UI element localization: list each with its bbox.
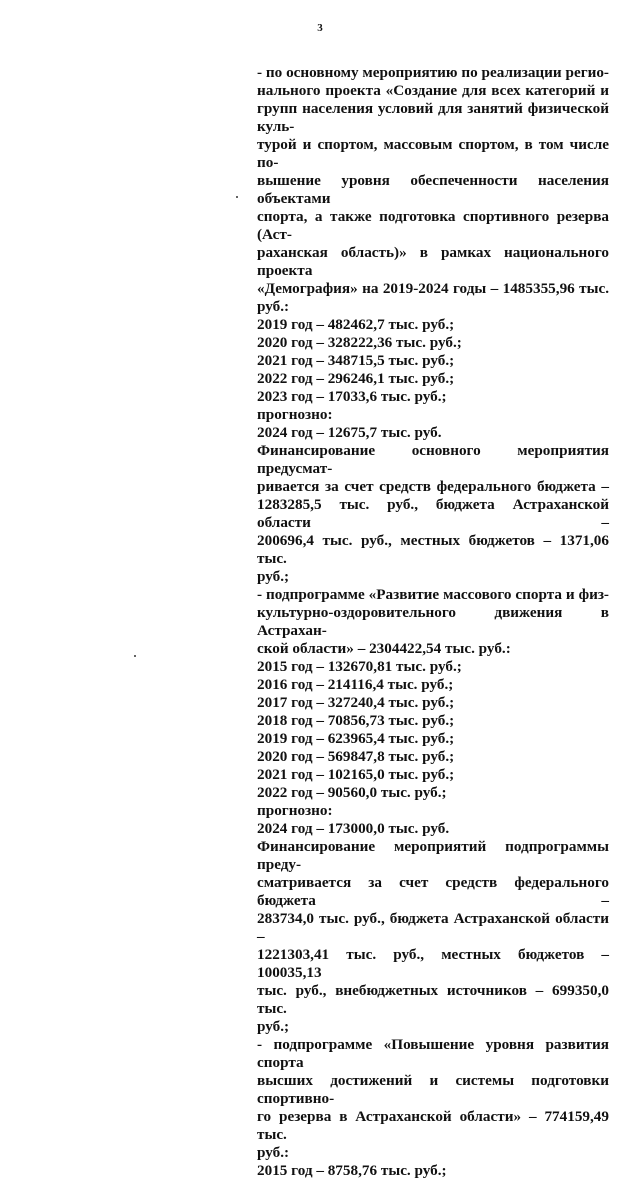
text-line: 2017 год – 327240,4 тыс. руб.; bbox=[257, 694, 455, 711]
text-line: руб.; bbox=[257, 1018, 290, 1035]
text-line: 2016 год – 214116,4 тыс. руб.; bbox=[257, 676, 454, 693]
text-line: групп населения условий для занятий физической куль- bbox=[257, 100, 609, 135]
text-line: 2022 год – 90560,0 тыс. руб.; bbox=[257, 784, 447, 801]
text-line: 2021 год – 348715,5 тыс. руб.; bbox=[257, 352, 455, 369]
text-line: 2015 год – 132670,81 тыс. руб.; bbox=[257, 658, 462, 675]
text-line: турой и спортом, массовым спортом, в том числе по- bbox=[257, 136, 609, 171]
text-line: культурно-оздоровительного движения в Астрахан- bbox=[257, 604, 609, 639]
document-body bbox=[257, 64, 609, 1180]
text-line: руб.: bbox=[257, 298, 290, 315]
text-line: прогнозно: bbox=[257, 802, 333, 819]
text-line: высших достижений и системы подготовки спортивно- bbox=[257, 1072, 609, 1107]
text-line: 2019 год – 623965,4 тыс. руб.; bbox=[257, 730, 455, 747]
text-line: вышение уровня обеспеченности населения объектами bbox=[257, 172, 609, 207]
text-line: 1221303,41 тыс. руб., местных бюджетов – 100035,13 bbox=[257, 946, 609, 981]
text-line: тыс. руб., внебюджетных источников – 699350,0 тыс. bbox=[257, 982, 609, 1017]
text-line: 1283285,5 тыс. руб., бюджета Астраханской области – bbox=[257, 496, 609, 531]
text-line: 2021 год – 102165,0 тыс. руб.; bbox=[257, 766, 455, 783]
text-line: - подпрограмме «Развитие массового спорта и физ- bbox=[257, 586, 609, 603]
text-line: руб.; bbox=[257, 568, 290, 585]
text-line: 2024 год – 12675,7 тыс. руб. bbox=[257, 424, 442, 441]
text-line: 283734,0 тыс. руб., бюджета Астраханской области – bbox=[257, 910, 609, 945]
text-line: Финансирование основного мероприятия предусмат- bbox=[257, 442, 609, 477]
text-line: нального проекта «Создание для всех категорий и bbox=[257, 82, 609, 99]
text-line: го резерва в Астраханской области» – 774159,49 тыс. bbox=[257, 1108, 609, 1143]
text-line: прогнозно: bbox=[257, 406, 333, 423]
text-line: 2020 год – 569847,8 тыс. руб.; bbox=[257, 748, 455, 765]
scan-speck bbox=[236, 196, 238, 198]
text-line: сматривается за счет средств федерального бюджета – bbox=[257, 874, 609, 909]
text-line: спорта, а также подготовка спортивного резерва (Аст- bbox=[257, 208, 609, 243]
text-line: 2022 год – 296246,1 тыс. руб.; bbox=[257, 370, 455, 387]
text-line: - подпрограмме «Повышение уровня развития спорта bbox=[257, 1036, 609, 1071]
text-line: 2015 год – 8758,76 тыс. руб.; bbox=[257, 1162, 447, 1179]
text-line: «Демография» на 2019-2024 годы – 1485355,96 тыс. bbox=[257, 280, 609, 297]
text-line: 2024 год – 173000,0 тыс. руб. bbox=[257, 820, 450, 837]
page-number: 3 bbox=[317, 22, 323, 34]
text-line: Финансирование мероприятий подпрограммы преду- bbox=[257, 838, 609, 873]
text-line: 2018 год – 70856,73 тыс. руб.; bbox=[257, 712, 455, 729]
text-line: ской области» – 2304422,54 тыс. руб.: bbox=[257, 640, 511, 657]
text-line: 2019 год – 482462,7 тыс. руб.; bbox=[257, 316, 455, 333]
text-line: раханская область)» в рамках национального проекта bbox=[257, 244, 609, 279]
text-line: ривается за счет средств федерального бюджета – bbox=[257, 478, 609, 495]
text-line: руб.: bbox=[257, 1144, 290, 1161]
text-line: 2020 год – 328222,36 тыс. руб.; bbox=[257, 334, 462, 351]
text-line: 2023 год – 17033,6 тыс. руб.; bbox=[257, 388, 447, 405]
text-line: - по основному мероприятию по реализации регио- bbox=[257, 64, 609, 81]
scan-speck bbox=[134, 655, 136, 657]
text-line: 200696,4 тыс. руб., местных бюджетов – 1371,06 тыс. bbox=[257, 532, 609, 567]
